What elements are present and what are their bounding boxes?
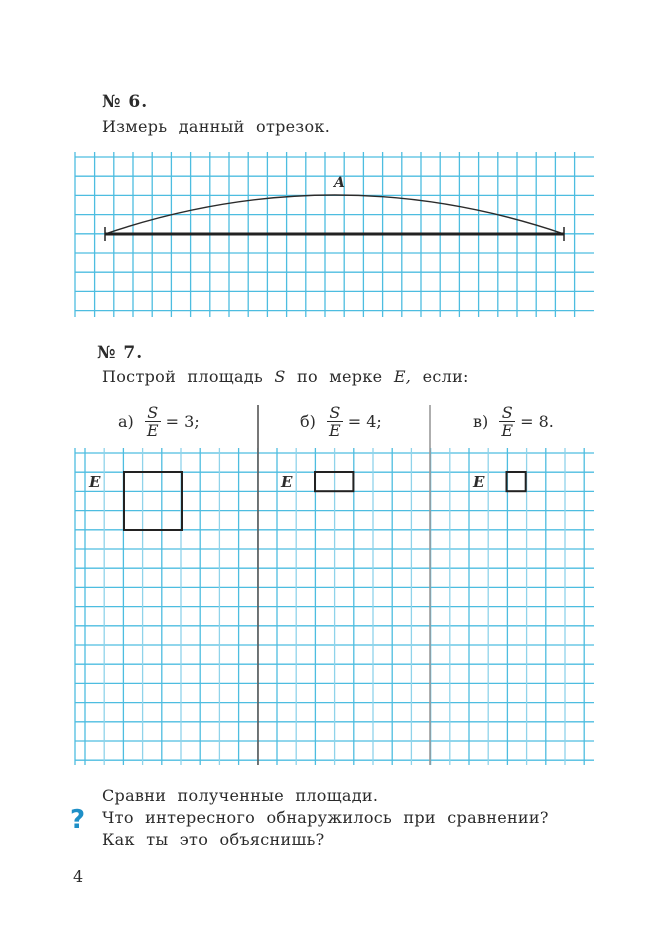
measure-a-square bbox=[124, 472, 182, 530]
task7-number: № 7. bbox=[97, 343, 144, 363]
condition-value: = 8. bbox=[520, 412, 554, 431]
question-line-3: Как ты это объяснишь? bbox=[102, 830, 325, 849]
question-line-1: Сравни полученные площади. bbox=[102, 786, 379, 805]
condition-a bbox=[118, 404, 200, 439]
var-s: S bbox=[274, 367, 286, 386]
instruction-text: если: bbox=[422, 367, 469, 386]
fraction: $\frac{S}{E}$ bbox=[501, 403, 514, 440]
point-a-label: A bbox=[334, 175, 345, 191]
condition-label: б) bbox=[300, 412, 316, 431]
condition-value: = 3; bbox=[165, 412, 200, 431]
task6-instruction: Измерь данный отрезок. bbox=[102, 117, 331, 136]
task6-number: № 6. bbox=[102, 92, 149, 112]
question-mark-icon: ? bbox=[70, 805, 86, 835]
fraction: $\frac{S}{E}$ bbox=[328, 403, 341, 440]
fraction: $\frac{S}{E}$ bbox=[146, 403, 159, 440]
condition-label: а) bbox=[118, 412, 134, 431]
measure-c-square bbox=[507, 472, 526, 491]
instruction-text: по мерке bbox=[297, 367, 383, 386]
task7-instruction bbox=[102, 367, 469, 386]
condition-value: = 4; bbox=[347, 412, 382, 431]
condition-c bbox=[473, 404, 554, 439]
var-e: E, bbox=[393, 367, 412, 386]
question-line-2: Что интересного обнаружилось при сравнении? bbox=[102, 808, 549, 827]
page-number: 4 bbox=[73, 867, 84, 886]
condition-b bbox=[300, 404, 382, 439]
measure-label-a: E bbox=[89, 473, 101, 491]
instruction-text: Построй площадь bbox=[102, 367, 263, 386]
measure-label-c: E bbox=[473, 473, 485, 491]
measure-label-b: E bbox=[281, 473, 293, 491]
condition-label: в) bbox=[473, 412, 489, 431]
